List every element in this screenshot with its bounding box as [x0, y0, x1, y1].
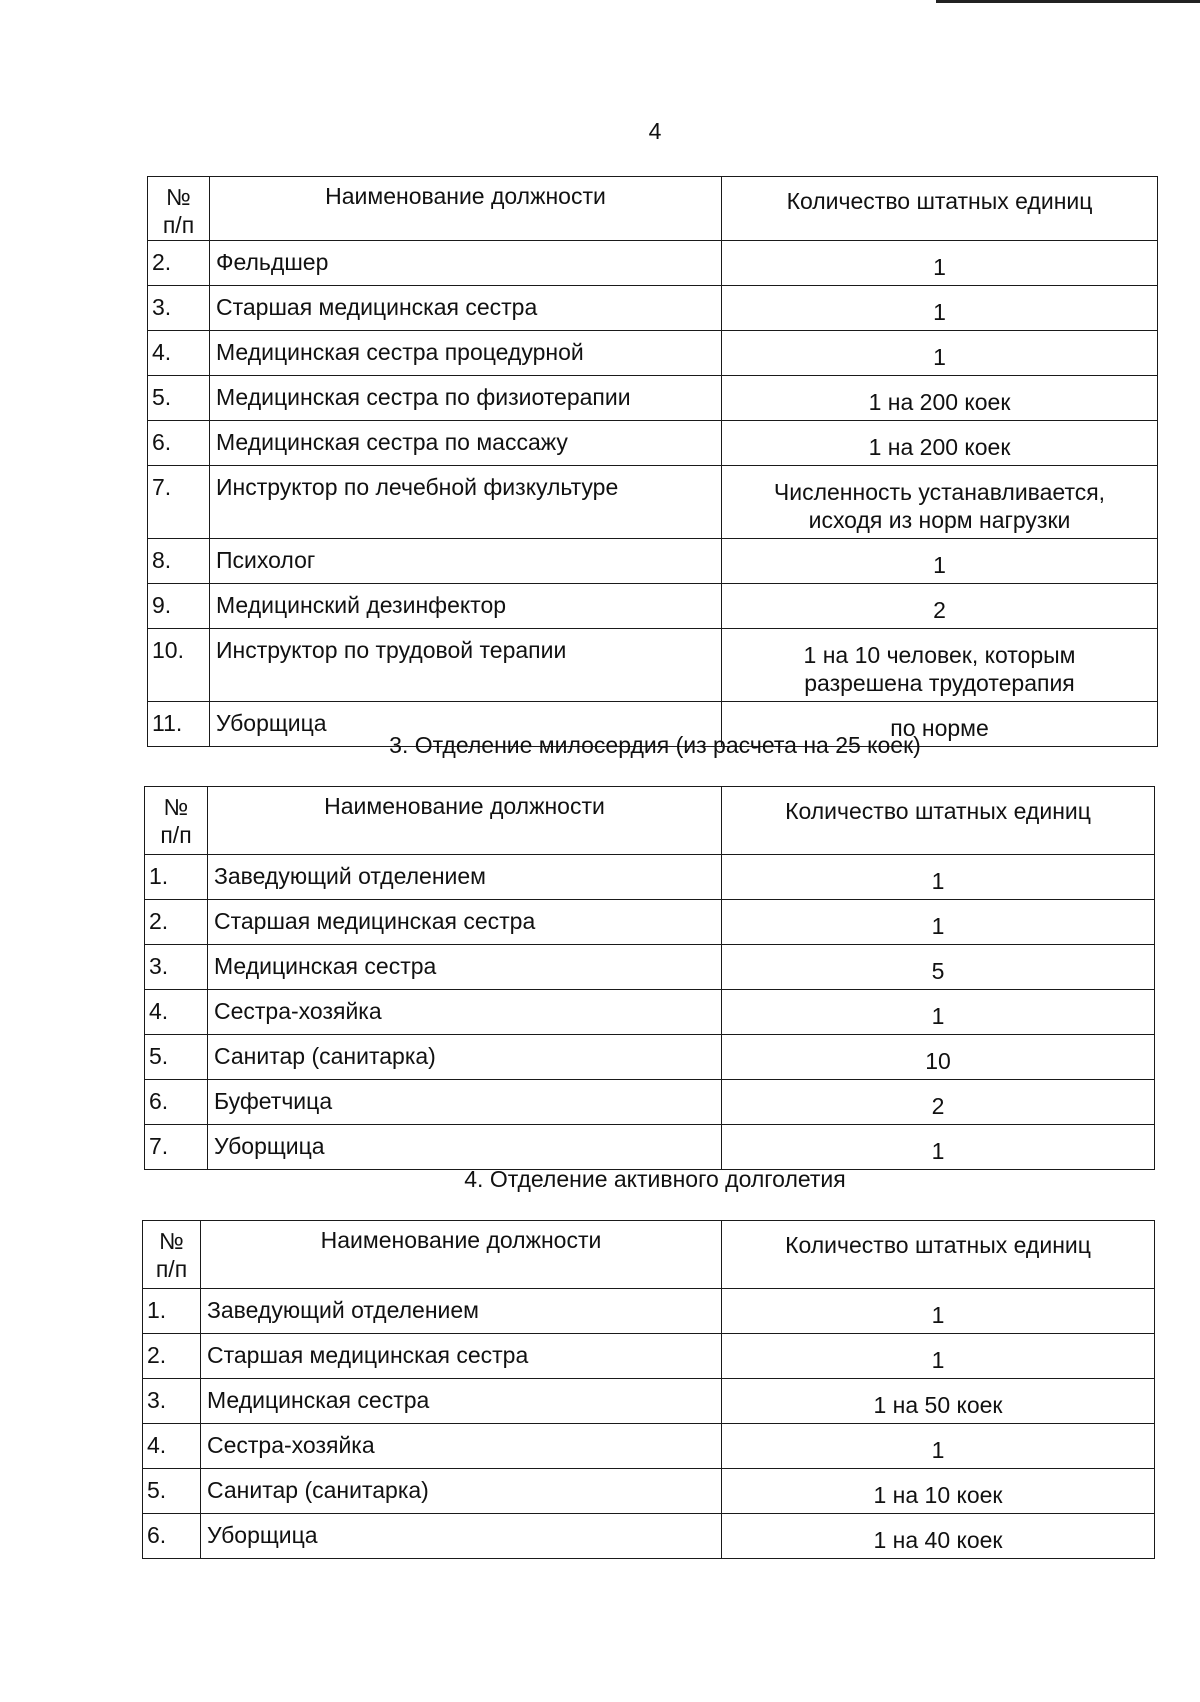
- header-position-cell: Наименование должности: [201, 1221, 722, 1289]
- row-number: 8.: [148, 539, 210, 584]
- table-row: [148, 539, 1158, 584]
- row-quantity: по норме: [722, 702, 1158, 747]
- row-position: Медицинская сестра по массажу: [210, 421, 722, 466]
- table-row: [145, 900, 1155, 945]
- row-number: 10.: [148, 629, 210, 702]
- table-row: [143, 1334, 1155, 1379]
- table-row: [143, 1469, 1155, 1514]
- row-number: 6.: [143, 1514, 201, 1559]
- row-quantity: 1: [722, 241, 1158, 286]
- row-position: Заведующий отделением: [201, 1289, 722, 1334]
- header-position-cell: Наименование должности: [210, 177, 722, 241]
- table-row: [148, 286, 1158, 331]
- table-row: [145, 945, 1155, 990]
- row-position: Старшая медицинская сестра: [210, 286, 722, 331]
- row-number: 11.: [148, 702, 210, 747]
- row-number: 5.: [143, 1469, 201, 1514]
- row-number: 1.: [145, 855, 208, 900]
- row-number: 5.: [145, 1035, 208, 1080]
- row-number: 4.: [143, 1424, 201, 1469]
- table-row: [145, 1080, 1155, 1125]
- row-number: 1.: [143, 1289, 201, 1334]
- row-position: Буфетчица: [208, 1080, 722, 1125]
- table-row: [148, 584, 1158, 629]
- row-quantity: 1 на 50 коек: [722, 1379, 1155, 1424]
- row-number: 4.: [145, 990, 208, 1035]
- row-position: Медицинская сестра: [208, 945, 722, 990]
- table-header-row: [143, 1221, 1155, 1289]
- table-row: [143, 1514, 1155, 1559]
- row-number: 3.: [148, 286, 210, 331]
- table-row: [148, 466, 1158, 539]
- row-position: Уборщица: [208, 1125, 722, 1170]
- table-row: [143, 1379, 1155, 1424]
- staff-table-section-3: [144, 786, 1155, 1170]
- row-quantity: 1: [722, 331, 1158, 376]
- row-quantity: [722, 466, 1158, 539]
- table-row: [145, 855, 1155, 900]
- row-position: Уборщица: [201, 1514, 722, 1559]
- header-quantity-cell: Количество штатных единиц: [722, 177, 1158, 241]
- table-row: [145, 990, 1155, 1035]
- row-quantity: 10: [722, 1035, 1155, 1080]
- row-quantity: 1: [722, 1125, 1155, 1170]
- row-quantity-line-1: 1 на 10 человек, которым: [803, 642, 1076, 668]
- row-number: 7.: [148, 466, 210, 539]
- table-row: [148, 421, 1158, 466]
- row-number: 6.: [145, 1080, 208, 1125]
- row-quantity: 1: [722, 539, 1158, 584]
- table-row: [148, 241, 1158, 286]
- row-quantity: 1: [722, 900, 1155, 945]
- section-4-title: 4. Отделение активного долголетия: [464, 1166, 846, 1192]
- row-number: 7.: [145, 1125, 208, 1170]
- row-quantity: 1: [722, 1424, 1155, 1469]
- table-row: [148, 376, 1158, 421]
- row-quantity: 2: [722, 1080, 1155, 1125]
- row-quantity: 5: [722, 945, 1155, 990]
- row-position: Инструктор по трудовой терапии: [210, 629, 722, 702]
- table-header-row: [148, 177, 1158, 241]
- row-position: Психолог: [210, 539, 722, 584]
- row-quantity-line-2: разрешена трудотерапия: [804, 670, 1075, 696]
- row-position: Инструктор по лечебной физкультуре: [210, 466, 722, 539]
- header-number-abbrev: п/п: [162, 212, 195, 238]
- header-number-abbrev: п/п: [155, 1256, 188, 1282]
- table-row: [145, 1125, 1155, 1170]
- row-number: 6.: [148, 421, 210, 466]
- row-number: 4.: [148, 331, 210, 376]
- row-quantity: 1 на 40 коек: [722, 1514, 1155, 1559]
- table-header-row: [145, 787, 1155, 855]
- table-row: [143, 1289, 1155, 1334]
- row-number: 2.: [143, 1334, 201, 1379]
- row-position: Медицинская сестра: [201, 1379, 722, 1424]
- row-position: Старшая медицинская сестра: [201, 1334, 722, 1379]
- row-position: Медицинская сестра процедурной: [210, 331, 722, 376]
- page-number: 4: [648, 118, 662, 144]
- row-position: Санитар (санитарка): [201, 1469, 722, 1514]
- top-edge-line: [936, 0, 1200, 3]
- row-quantity: [722, 629, 1158, 702]
- header-number-cell: [145, 787, 208, 855]
- row-position: Сестра-хозяйка: [208, 990, 722, 1035]
- row-quantity: 1: [722, 286, 1158, 331]
- row-quantity: 1 на 200 коек: [722, 376, 1158, 421]
- row-position: Фельдшер: [210, 241, 722, 286]
- row-quantity-line-1: Численность устанавливается,: [773, 479, 1106, 505]
- header-number-cell: [143, 1221, 201, 1289]
- row-quantity: 2: [722, 584, 1158, 629]
- row-quantity: 1 на 10 коек: [722, 1469, 1155, 1514]
- row-position: Старшая медицинская сестра: [208, 900, 722, 945]
- row-number: 5.: [148, 376, 210, 421]
- header-quantity-cell: Количество штатных единиц: [722, 787, 1155, 855]
- staff-table-section-2: [147, 176, 1158, 747]
- row-quantity: 1 на 200 коек: [722, 421, 1158, 466]
- header-quantity-cell: Количество штатных единиц: [722, 1221, 1155, 1289]
- row-number: 3.: [145, 945, 208, 990]
- row-quantity-line-2: исходя из норм нагрузки: [808, 507, 1071, 533]
- header-number-symbol: №: [159, 1228, 184, 1254]
- row-position: Уборщица: [210, 702, 722, 747]
- table-row: [148, 331, 1158, 376]
- header-number-abbrev: п/п: [160, 822, 192, 848]
- row-position: Медицинская сестра по физиотерапии: [210, 376, 722, 421]
- row-number: 2.: [148, 241, 210, 286]
- row-position: Сестра-хозяйка: [201, 1424, 722, 1469]
- table-row: [145, 1035, 1155, 1080]
- row-number: 3.: [143, 1379, 201, 1424]
- table-row: [143, 1424, 1155, 1469]
- table-row: [148, 629, 1158, 702]
- header-number-symbol: №: [163, 794, 189, 820]
- header-number-symbol: №: [166, 184, 191, 210]
- row-position: Санитар (санитарка): [208, 1035, 722, 1080]
- header-number-cell: [148, 177, 210, 241]
- row-number: 2.: [145, 900, 208, 945]
- row-number: 9.: [148, 584, 210, 629]
- header-position-cell: Наименование должности: [208, 787, 722, 855]
- row-quantity: 1: [722, 990, 1155, 1035]
- staff-table-section-4: [142, 1220, 1155, 1559]
- row-quantity: 1: [722, 855, 1155, 900]
- row-position: Медицинский дезинфектор: [210, 584, 722, 629]
- row-quantity: 1: [722, 1334, 1155, 1379]
- row-position: Заведующий отделением: [208, 855, 722, 900]
- row-quantity: 1: [722, 1289, 1155, 1334]
- section-3-title: 3. Отделение милосердия (из расчета на 25 коек): [389, 732, 921, 758]
